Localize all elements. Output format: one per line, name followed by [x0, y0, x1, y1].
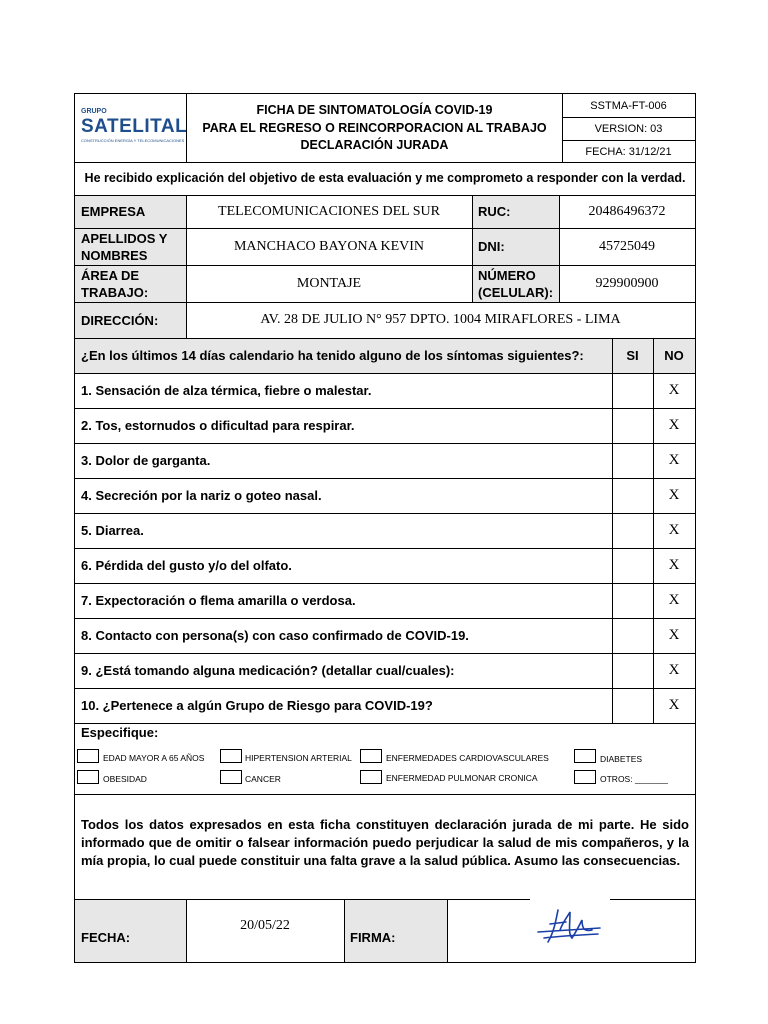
- question-no-answer[interactable]: X: [668, 662, 680, 678]
- dni-value: 45725049: [599, 238, 655, 254]
- fecha-label: FECHA:: [75, 899, 186, 962]
- form-title-line-1: FICHA DE SINTOMATOLOGÍA COVID-19: [256, 103, 493, 117]
- question-si-answer[interactable]: [612, 408, 653, 443]
- condition-label: DIABETES: [600, 754, 643, 764]
- logo-small-text: GRUPO: [81, 108, 107, 115]
- question-no-answer[interactable]: X: [668, 557, 680, 573]
- condition-checkbox[interactable]: [574, 770, 596, 784]
- declaration-text: Todos los datos expresados en esta ficha constituyen declaración jurada de mi parte. He sido informado que de omitir o falsear información puedo perjudicar la salud de mis compañeros, y la mía propia, lo cual puede constituir una falta grave a la salud pública. Asumo las consecuencias.: [81, 817, 689, 868]
- question-si-answer[interactable]: [612, 478, 653, 513]
- question-si-answer[interactable]: [612, 443, 653, 478]
- direccion-value: AV. 28 DE JULIO N° 957 DPTO. 1004 MIRAFLORES - LIMA: [260, 312, 621, 327]
- question-no-answer[interactable]: X: [668, 487, 680, 503]
- document-date: FECHA: 31/12/21: [585, 145, 672, 158]
- condition-checkbox[interactable]: [220, 770, 242, 784]
- condition-checkbox[interactable]: [574, 749, 596, 763]
- question-si-answer[interactable]: [612, 373, 653, 408]
- condition-label: EDAD MAYOR A 65 AÑOS: [103, 753, 205, 763]
- condition-label: OBESIDAD: [103, 774, 147, 784]
- ruc-label: RUC:: [472, 195, 559, 228]
- condition-label: ENFERMEDAD PULMONAR CRONICA: [386, 773, 538, 783]
- question-si-answer[interactable]: [612, 653, 653, 688]
- apellidos-label: APELLIDOS Y NOMBRES: [75, 228, 186, 265]
- question-text: 10. ¿Pertenece a algún Grupo de Riesgo para COVID-19?: [81, 698, 433, 713]
- question-text: 1. Sensación de alza térmica, fiebre o malestar.: [81, 383, 372, 398]
- area-value: MONTAJE: [296, 275, 362, 291]
- condition-label: OTROS: _______: [600, 774, 669, 784]
- firma-label: FIRMA:: [344, 899, 447, 962]
- intro-statement: He recibido explicación del objetivo de esta evaluación y me comprometo a responder con la verdad.: [84, 171, 686, 185]
- condition-checkbox[interactable]: [360, 749, 382, 763]
- question-no-answer[interactable]: X: [668, 417, 680, 433]
- numero-value: 929900900: [595, 275, 659, 291]
- form-frame: [74, 93, 696, 963]
- question-si-answer[interactable]: [612, 688, 653, 723]
- questions-header: ¿En los últimos 14 días calendario ha tenido alguno de los síntomas siguientes?:: [75, 338, 612, 373]
- si-column-header: SI: [612, 338, 653, 373]
- question-si-answer[interactable]: [612, 548, 653, 583]
- specify-label: Especifique:: [81, 725, 159, 740]
- ruc-value: 20486496372: [588, 203, 666, 219]
- signature-image: [530, 902, 610, 952]
- question-si-answer[interactable]: [612, 618, 653, 653]
- form-title: [187, 100, 562, 160]
- question-text: 7. Expectoración o flema amarilla o verdosa.: [81, 593, 356, 608]
- apellidos-value: MANCHACO BAYONA KEVIN: [233, 238, 425, 254]
- form-title-line-3: DECLARACIÓN JURADA: [300, 138, 449, 152]
- document-code: SSTMA-FT-006: [590, 99, 667, 112]
- numero-label: NÚMERO (CELULAR):: [472, 265, 559, 302]
- condition-checkbox[interactable]: [220, 749, 242, 763]
- question-no-answer[interactable]: X: [668, 382, 680, 398]
- area-label: ÁREA DE TRABAJO:: [75, 265, 186, 302]
- document-version: VERSION: 03: [594, 122, 663, 135]
- company-logo: [81, 108, 188, 158]
- condition-checkbox[interactable]: [360, 770, 382, 784]
- question-no-answer[interactable]: X: [668, 697, 680, 713]
- question-si-answer[interactable]: [612, 583, 653, 618]
- question-text: 3. Dolor de garganta.: [81, 453, 211, 468]
- condition-label: ENFERMEDADES CARDIOVASCULARES: [386, 753, 549, 763]
- no-column-header: NO: [653, 338, 695, 373]
- empresa-label: EMPRESA: [75, 195, 186, 228]
- question-text: 5. Diarrea.: [81, 523, 144, 538]
- logo-tagline: CONSTRUCCIÓN ENERGÍA Y TELECOMUNICACIONES: [81, 138, 185, 143]
- direccion-label: DIRECCIÓN:: [75, 302, 186, 338]
- question-text: 8. Contacto con persona(s) con caso confirmado de COVID-19.: [81, 628, 469, 643]
- condition-label: HIPERTENSION ARTERIAL: [245, 753, 352, 763]
- question-text: 2. Tos, estornudos o dificultad para respirar.: [81, 418, 355, 433]
- question-text: 6. Pérdida del gusto y/o del olfato.: [81, 558, 292, 573]
- question-si-answer[interactable]: [612, 513, 653, 548]
- condition-checkbox[interactable]: [77, 749, 99, 763]
- question-no-answer[interactable]: X: [668, 522, 680, 538]
- question-text: 9. ¿Está tomando alguna medicación? (detallar cual/cuales):: [81, 663, 455, 678]
- question-text: 4. Secreción por la nariz o goteo nasal.: [81, 488, 322, 503]
- logo-brand-text: SATELITAL: [81, 116, 188, 137]
- fecha-value: 20/05/22: [240, 917, 290, 933]
- question-no-answer[interactable]: X: [668, 592, 680, 608]
- question-no-answer[interactable]: X: [668, 627, 680, 643]
- condition-checkbox[interactable]: [77, 770, 99, 784]
- condition-label: CANCER: [245, 774, 281, 784]
- empresa-value: TELECOMUNICACIONES DEL SUR: [218, 203, 440, 219]
- question-no-answer[interactable]: X: [668, 452, 680, 468]
- dni-label: DNI:: [472, 228, 559, 265]
- form-title-line-2: PARA EL REGRESO O REINCORPORACION AL TRABAJO: [202, 121, 547, 135]
